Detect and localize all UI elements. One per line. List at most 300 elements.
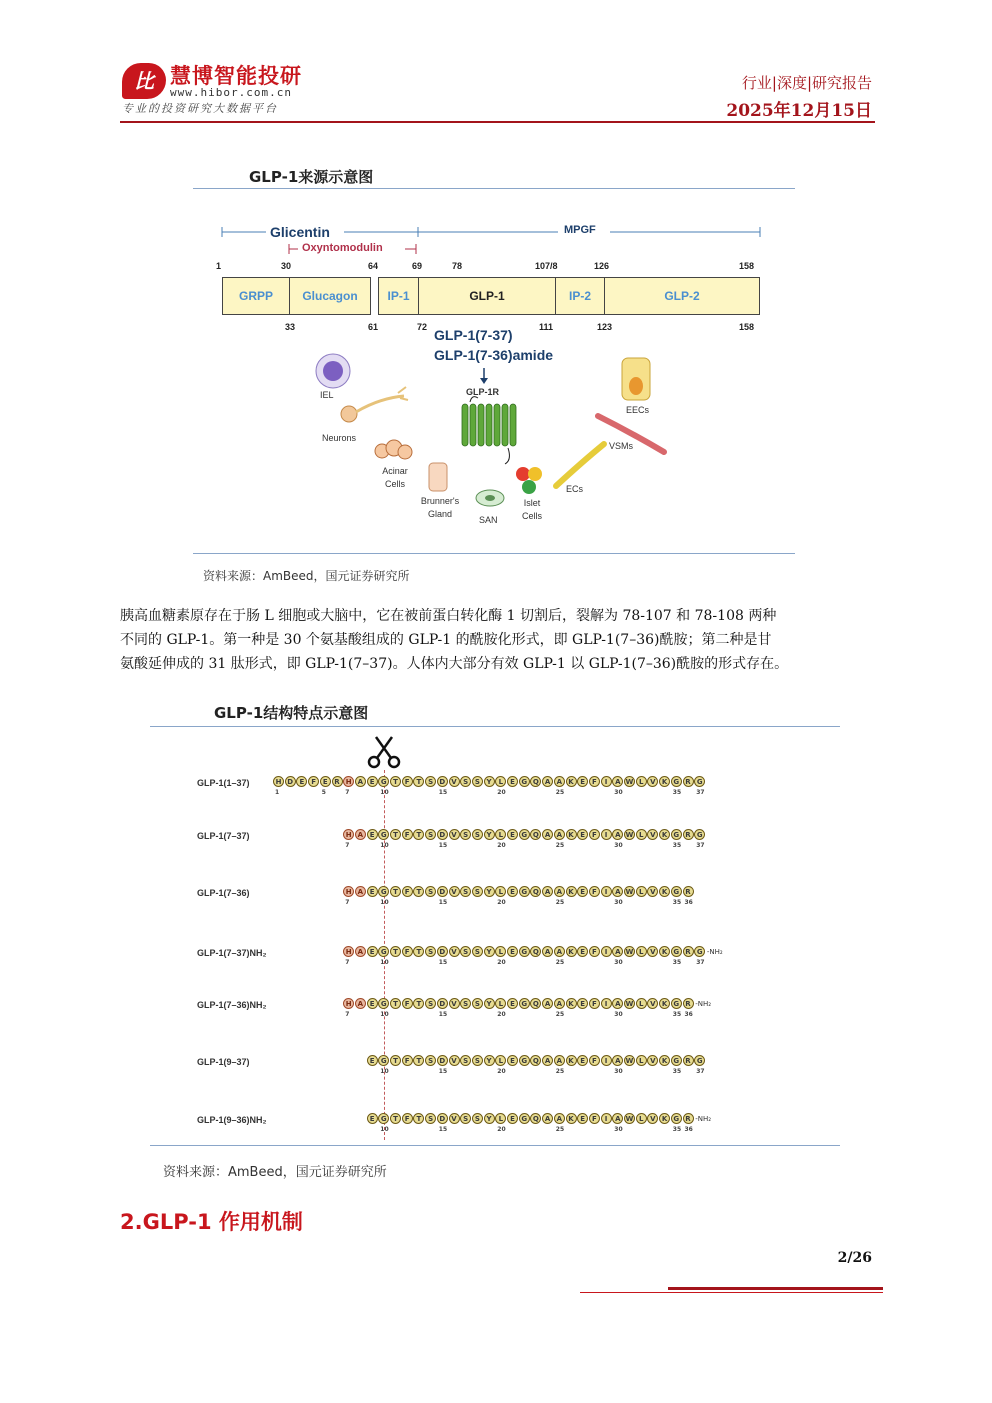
residue-number: 1 bbox=[275, 789, 280, 796]
amino-acid-bead: G bbox=[671, 829, 682, 840]
amino-acid-bead: L bbox=[495, 829, 506, 840]
amino-acid-bead: A bbox=[554, 1113, 565, 1124]
residue-number: 25 bbox=[555, 1011, 565, 1018]
receptor-label: GLP-1R bbox=[466, 387, 500, 397]
amino-acid-bead: G bbox=[671, 886, 682, 897]
amino-acid-bead: Y bbox=[484, 946, 495, 957]
amino-acid-bead: G bbox=[519, 776, 530, 787]
residue-number: 35 bbox=[672, 1126, 682, 1133]
residue-number: 37 bbox=[696, 959, 705, 966]
cell-label-islet: Islet Cells bbox=[521, 498, 542, 521]
glicentin-label: Glicentin bbox=[270, 224, 330, 240]
amino-acid-bead: A bbox=[554, 998, 565, 1009]
top-number: 107/8 bbox=[535, 261, 558, 271]
amino-acid-bead: G bbox=[671, 946, 682, 957]
amino-acid-bead: D bbox=[437, 1055, 448, 1066]
amino-acid-bead: H bbox=[343, 829, 354, 840]
amino-acid-bead: K bbox=[566, 1055, 577, 1066]
amino-acid-bead: K bbox=[566, 1113, 577, 1124]
amino-acid-bead: E bbox=[507, 886, 518, 897]
amino-acid-bead: E bbox=[367, 998, 378, 1009]
amino-acid-bead: D bbox=[437, 776, 448, 787]
amino-acid-bead: W bbox=[625, 888, 634, 896]
amino-acid-bead: S bbox=[425, 776, 436, 787]
residue-number: 15 bbox=[438, 789, 448, 796]
amino-acid-bead: G bbox=[378, 886, 389, 897]
amino-acid-bead: F bbox=[402, 776, 413, 787]
amino-acid-bead: E bbox=[577, 829, 588, 840]
amino-acid-bead: A bbox=[355, 829, 366, 840]
amino-acid-bead: H bbox=[343, 998, 354, 1009]
residue-number: 25 bbox=[555, 899, 565, 906]
amino-acid-bead: G bbox=[519, 1113, 530, 1124]
bottom-number: 123 bbox=[597, 322, 613, 332]
amino-acid-bead: A bbox=[612, 1055, 623, 1066]
amino-acid-bead: F bbox=[589, 946, 600, 957]
paragraph-line: 胰高血糖素原存在于肠 L 细胞或大脑中，它在被前蛋白转化酶 1 切割后，裂解为 78-107 和 78-108 两种 bbox=[120, 608, 777, 624]
figure1-illustration bbox=[0, 0, 992, 560]
amino-acid-bead: E bbox=[577, 1055, 588, 1066]
paragraph-line: 不同的 GLP-1。第一种是 30 个氨基酸组成的 GLP-1 的酰胺化形式，即 GLP-1(7–36)酰胺；第二种是甘 bbox=[120, 632, 772, 648]
amino-acid-bead: S bbox=[472, 1113, 483, 1124]
amino-acid-bead: K bbox=[566, 886, 577, 897]
residue-number: 15 bbox=[438, 1068, 448, 1075]
residue-number: 15 bbox=[438, 842, 448, 849]
amino-acid-bead: R bbox=[683, 946, 694, 957]
residue-number: 20 bbox=[497, 899, 506, 906]
amino-acid-bead: A bbox=[355, 946, 366, 957]
amino-acid-bead: V bbox=[647, 998, 658, 1009]
amino-acid-bead: T bbox=[413, 829, 424, 840]
amino-acid-bead: S bbox=[425, 886, 436, 897]
amino-acid-bead: F bbox=[589, 829, 600, 840]
amino-acid-bead: Q bbox=[530, 998, 541, 1009]
amino-acid-bead: H bbox=[273, 776, 284, 787]
amino-acid-bead: I bbox=[601, 776, 612, 787]
residue-number: 30 bbox=[614, 789, 623, 796]
amino-acid-bead: K bbox=[659, 998, 670, 1009]
residue-number: 30 bbox=[614, 899, 623, 906]
amino-acid-bead: E bbox=[577, 998, 588, 1009]
amino-acid-bead: G bbox=[378, 946, 389, 957]
amino-acid-bead: Q bbox=[530, 776, 541, 787]
amino-acid-bead: L bbox=[636, 1113, 647, 1124]
segment-ip2: IP-2 bbox=[555, 277, 605, 315]
amino-acid-bead: F bbox=[589, 998, 600, 1009]
residue-number: 10 bbox=[380, 959, 389, 966]
residue-number: 7 bbox=[345, 789, 350, 796]
amino-acid-bead: E bbox=[577, 946, 588, 957]
amino-acid-bead: W bbox=[625, 1115, 634, 1123]
amino-acid-bead: T bbox=[413, 1113, 424, 1124]
segment-grpp: GRPP bbox=[222, 277, 290, 315]
amino-acid-bead: K bbox=[659, 886, 670, 897]
amino-acid-bead: F bbox=[589, 886, 600, 897]
amino-acid-bead: F bbox=[402, 1113, 413, 1124]
residue-number: 20 bbox=[497, 842, 506, 849]
amino-acid-bead: I bbox=[601, 946, 612, 957]
residue-number: 37 bbox=[696, 1068, 705, 1075]
amino-acid-bead: S bbox=[460, 829, 471, 840]
top-number: 126 bbox=[594, 261, 610, 271]
residue-number: 36 bbox=[684, 1126, 693, 1133]
amino-acid-bead: V bbox=[647, 946, 658, 957]
amino-acid-bead: A bbox=[554, 829, 565, 840]
amino-acid-bead: I bbox=[601, 1113, 612, 1124]
amino-acid-bead: A bbox=[542, 776, 553, 787]
residue-number: 15 bbox=[438, 959, 448, 966]
peptide-label: GLP-1(1–37) bbox=[197, 778, 250, 788]
amino-acid-bead: D bbox=[437, 1113, 448, 1124]
amino-acid-bead: A bbox=[542, 1055, 553, 1066]
residue-number: 30 bbox=[614, 1068, 623, 1075]
amino-acid-bead: A bbox=[355, 886, 366, 897]
amino-acid-bead: T bbox=[390, 1055, 401, 1066]
oxyntomodulin-label: Oxyntomodulin bbox=[302, 242, 383, 254]
peptide-label: GLP-1(7–36)NH₂ bbox=[197, 1000, 267, 1010]
scissors-icon bbox=[366, 734, 402, 770]
amino-acid-bead: H bbox=[343, 886, 354, 897]
residue-number: 7 bbox=[345, 1011, 350, 1018]
amino-acid-bead: T bbox=[390, 946, 401, 957]
footer-rule-thin bbox=[580, 1292, 883, 1293]
amino-acid-bead: G bbox=[694, 776, 705, 787]
amino-acid-bead: G bbox=[378, 776, 389, 787]
amino-acid-bead: L bbox=[495, 1055, 506, 1066]
mpgf-label: MPGF bbox=[564, 224, 596, 236]
residue-number: 20 bbox=[497, 1126, 506, 1133]
residue-number: 25 bbox=[555, 1068, 565, 1075]
amino-acid-bead: A bbox=[355, 776, 366, 787]
amino-acid-bead: S bbox=[460, 998, 471, 1009]
amino-acid-bead: F bbox=[402, 829, 413, 840]
amino-acid-bead: A bbox=[612, 886, 623, 897]
amino-acid-bead: K bbox=[566, 998, 577, 1009]
amino-acid-bead: K bbox=[659, 946, 670, 957]
figure2-title: GLP-1结构特点示意图 bbox=[214, 704, 369, 722]
top-number: 158 bbox=[739, 261, 755, 271]
amino-acid-bead: G bbox=[378, 829, 389, 840]
peptide-label: GLP-1(7–37) bbox=[197, 831, 250, 841]
amino-acid-bead: F bbox=[402, 998, 413, 1009]
amino-acid-bead: G bbox=[378, 1055, 389, 1066]
amino-acid-bead: L bbox=[636, 829, 647, 840]
residue-number: 35 bbox=[672, 1068, 682, 1075]
residue-number: 20 bbox=[497, 1068, 506, 1075]
residue-number: 10 bbox=[380, 789, 389, 796]
report-type: 行业|深度|研究报告 bbox=[741, 74, 872, 92]
amino-acid-bead: A bbox=[612, 776, 623, 787]
amino-acid-bead: T bbox=[390, 776, 401, 787]
amino-acid-bead: A bbox=[612, 829, 623, 840]
amino-acid-bead: V bbox=[647, 776, 658, 787]
amino-acid-bead: K bbox=[566, 776, 577, 787]
amino-acid-bead: K bbox=[566, 829, 577, 840]
amino-acid-bead: E bbox=[367, 776, 378, 787]
cell-label-acinar: Acinar Cells bbox=[382, 466, 408, 489]
amino-acid-bead: T bbox=[390, 829, 401, 840]
amino-acid-bead: E bbox=[577, 886, 588, 897]
cell-label-vsms: VSMs bbox=[609, 441, 634, 451]
amino-acid-bead: G bbox=[694, 1055, 705, 1066]
amino-acid-bead: T bbox=[390, 998, 401, 1009]
amino-acid-bead: L bbox=[636, 886, 647, 897]
top-number: 30 bbox=[281, 261, 292, 271]
amino-acid-bead: F bbox=[402, 886, 413, 897]
bottom-number: 33 bbox=[285, 322, 296, 332]
brand-tagline: 专业的投资研究大数据平台 bbox=[122, 102, 278, 115]
amino-acid-bead: I bbox=[601, 886, 612, 897]
amino-acid-bead: D bbox=[437, 998, 448, 1009]
residue-number: 5 bbox=[321, 789, 326, 796]
amino-acid-bead: V bbox=[449, 1055, 460, 1066]
bottom-number: 61 bbox=[368, 322, 379, 332]
top-number: 69 bbox=[412, 261, 423, 271]
amino-acid-bead: G bbox=[671, 998, 682, 1009]
amino-acid-bead: Y bbox=[484, 886, 495, 897]
amino-acid-bead: S bbox=[472, 829, 483, 840]
amino-acid-bead: S bbox=[460, 1113, 471, 1124]
residue-number: 25 bbox=[555, 959, 565, 966]
amino-acid-bead: E bbox=[367, 946, 378, 957]
peptide-label: GLP-1(9–37) bbox=[197, 1057, 250, 1067]
amino-acid-bead: R bbox=[683, 829, 694, 840]
amino-acid-bead: S bbox=[425, 1113, 436, 1124]
amino-acid-bead: T bbox=[390, 886, 401, 897]
residue-number: 30 bbox=[614, 1126, 623, 1133]
amino-acid-bead: V bbox=[647, 1055, 658, 1066]
amino-acid-bead: Q bbox=[530, 1113, 541, 1124]
amino-acid-bead: H bbox=[343, 776, 354, 787]
amino-acid-bead: K bbox=[659, 1113, 670, 1124]
residue-number: 10 bbox=[380, 1011, 389, 1018]
bottom-number: 111 bbox=[539, 322, 554, 332]
amino-acid-bead: D bbox=[285, 776, 296, 787]
amino-acid-bead: G bbox=[519, 946, 530, 957]
amino-acid-bead: V bbox=[449, 946, 460, 957]
bottom-number: 72 bbox=[417, 322, 428, 332]
amino-acid-bead: E bbox=[320, 776, 331, 787]
residue-number: 35 bbox=[672, 789, 682, 796]
amino-acid-bead: Y bbox=[484, 829, 495, 840]
amino-acid-bead: W bbox=[625, 1057, 634, 1065]
bottom-number: 158 bbox=[739, 322, 755, 332]
residue-number: 10 bbox=[380, 899, 389, 906]
amino-acid-bead: K bbox=[659, 829, 670, 840]
amino-acid-bead: S bbox=[460, 946, 471, 957]
amino-acid-bead: S bbox=[425, 1055, 436, 1066]
amino-acid-bead: F bbox=[589, 1113, 600, 1124]
amino-acid-bead: Q bbox=[530, 829, 541, 840]
amino-acid-bead: S bbox=[425, 946, 436, 957]
cell-label-eecs: EECs bbox=[626, 405, 650, 415]
residue-number: 15 bbox=[438, 899, 448, 906]
residue-number: 36 bbox=[684, 1011, 693, 1018]
footer-rule-thick bbox=[668, 1287, 883, 1290]
amino-acid-bead: A bbox=[542, 946, 553, 957]
segment-glucagon: Glucagon bbox=[289, 277, 371, 315]
top-number: 64 bbox=[368, 261, 379, 271]
amino-acid-bead: S bbox=[425, 998, 436, 1009]
residue-number: 35 bbox=[672, 842, 682, 849]
amino-acid-bead: G bbox=[519, 998, 530, 1009]
residue-number: 25 bbox=[555, 1126, 565, 1133]
residue-number: 15 bbox=[438, 1011, 448, 1018]
cell-label-san: SAN bbox=[479, 515, 498, 525]
amino-acid-bead: A bbox=[612, 998, 623, 1009]
report-date: 2025年12月15日 bbox=[726, 101, 872, 121]
amino-acid-bead: E bbox=[367, 1055, 378, 1066]
amino-acid-bead: K bbox=[566, 946, 577, 957]
amino-acid-bead: G bbox=[671, 776, 682, 787]
amino-acid-bead: F bbox=[308, 776, 319, 787]
amino-acid-bead: E bbox=[367, 829, 378, 840]
amino-acid-bead: G bbox=[378, 998, 389, 1009]
amino-acid-bead: V bbox=[449, 829, 460, 840]
amino-acid-bead: L bbox=[495, 1113, 506, 1124]
residue-number: 20 bbox=[497, 959, 506, 966]
amino-acid-bead: T bbox=[413, 1055, 424, 1066]
amino-acid-bead: H bbox=[343, 946, 354, 957]
amino-acid-bead: E bbox=[367, 1113, 378, 1124]
residue-number: 10 bbox=[380, 842, 389, 849]
amino-acid-bead: G bbox=[519, 886, 530, 897]
residue-number: 7 bbox=[345, 842, 350, 849]
paragraph-line: 氨酸延伸成的 31 肽形式，即 GLP-1(7–37)。人体内大部分有效 GLP-1 以 GLP-1(7–36)酰胺的形式存在。 bbox=[120, 656, 789, 672]
amino-acid-bead: E bbox=[507, 1055, 518, 1066]
amino-acid-bead: A bbox=[542, 1113, 553, 1124]
amino-acid-bead: V bbox=[449, 1113, 460, 1124]
amino-acid-bead: A bbox=[554, 886, 565, 897]
top-number: 1 bbox=[216, 261, 222, 271]
amino-acid-bead: T bbox=[413, 776, 424, 787]
residue-number: 7 bbox=[345, 959, 350, 966]
amino-acid-bead: V bbox=[449, 776, 460, 787]
residue-number: 30 bbox=[614, 959, 623, 966]
segment-glp1: GLP-1 bbox=[418, 277, 556, 315]
amino-acid-bead: G bbox=[671, 1113, 682, 1124]
amide-terminus: -NH₂ bbox=[695, 1000, 712, 1008]
residue-number: 36 bbox=[684, 899, 693, 906]
amino-acid-bead: A bbox=[542, 829, 553, 840]
figure2-source: 资料来源：AmBeed，国元证券研究所 bbox=[163, 1165, 387, 1180]
amino-acid-bead: S bbox=[460, 776, 471, 787]
amino-acid-bead: S bbox=[460, 886, 471, 897]
peptide-label: GLP-1(9–36)NH₂ bbox=[197, 1115, 267, 1125]
amino-acid-bead: R bbox=[332, 776, 343, 787]
residue-number: 20 bbox=[497, 789, 506, 796]
amino-acid-bead: E bbox=[507, 829, 518, 840]
cell-label-ecs: ECs bbox=[566, 484, 584, 494]
amino-acid-bead: K bbox=[659, 776, 670, 787]
amino-acid-bead: V bbox=[449, 886, 460, 897]
amino-acid-bead: G bbox=[694, 946, 705, 957]
section-title: 2.GLP-1 作用机制 bbox=[120, 1210, 303, 1234]
residue-number: 37 bbox=[696, 789, 705, 796]
segment-ip1: IP-1 bbox=[378, 277, 419, 315]
amino-acid-bead: T bbox=[413, 946, 424, 957]
amino-acid-bead: R bbox=[683, 1113, 694, 1124]
amino-acid-bead: A bbox=[554, 946, 565, 957]
residue-number: 7 bbox=[345, 899, 350, 906]
amino-acid-bead: F bbox=[402, 946, 413, 957]
figure1-title: GLP-1来源示意图 bbox=[249, 168, 374, 186]
amino-acid-bead: F bbox=[589, 776, 600, 787]
amino-acid-bead: R bbox=[683, 998, 694, 1009]
page-number: 2/26 bbox=[837, 1250, 872, 1266]
amino-acid-bead: A bbox=[612, 1113, 623, 1124]
amino-acid-bead: L bbox=[495, 946, 506, 957]
amino-acid-bead: E bbox=[507, 998, 518, 1009]
amino-acid-bead: I bbox=[601, 1055, 612, 1066]
glp1-form-7-36-amide: GLP-1(7-36)amide bbox=[434, 347, 554, 363]
cell-label-neurons: Neurons bbox=[322, 433, 357, 443]
amino-acid-bead: D bbox=[437, 946, 448, 957]
amino-acid-bead: F bbox=[589, 1055, 600, 1066]
amino-acid-bead: S bbox=[472, 776, 483, 787]
amino-acid-bead: A bbox=[542, 886, 553, 897]
cell-label-iel: IEL bbox=[320, 390, 334, 400]
amino-acid-bead: T bbox=[413, 998, 424, 1009]
residue-number: 15 bbox=[438, 1126, 448, 1133]
amino-acid-bead: E bbox=[296, 776, 307, 787]
amino-acid-bead: L bbox=[636, 998, 647, 1009]
amino-acid-bead: R bbox=[683, 776, 694, 787]
segment-glp2: GLP-2 bbox=[604, 277, 760, 315]
amino-acid-bead: G bbox=[519, 1055, 530, 1066]
brand-logo-mark: 比 bbox=[122, 63, 166, 99]
amino-acid-bead: Y bbox=[484, 1113, 495, 1124]
amino-acid-bead: V bbox=[647, 1113, 658, 1124]
brand-url[interactable]: www.hibor.com.cn bbox=[170, 86, 292, 99]
amino-acid-bead: D bbox=[437, 886, 448, 897]
amino-acid-bead: Y bbox=[484, 776, 495, 787]
glp1-form-7-37: GLP-1(7-37) bbox=[434, 327, 513, 343]
amino-acid-bead: L bbox=[495, 776, 506, 787]
amino-acid-bead: G bbox=[378, 1113, 389, 1124]
amide-terminus: -NH₂ bbox=[706, 948, 723, 956]
amino-acid-bead: L bbox=[636, 946, 647, 957]
amino-acid-bead: V bbox=[449, 998, 460, 1009]
amino-acid-bead: S bbox=[460, 1055, 471, 1066]
amino-acid-bead: I bbox=[601, 829, 612, 840]
amino-acid-bead: S bbox=[472, 998, 483, 1009]
amino-acid-bead: S bbox=[472, 1055, 483, 1066]
top-number: 78 bbox=[452, 261, 463, 271]
residue-number: 35 bbox=[672, 899, 682, 906]
amino-acid-bead: W bbox=[625, 948, 634, 956]
amino-acid-bead: L bbox=[636, 1055, 647, 1066]
amino-acid-bead: Y bbox=[484, 1055, 495, 1066]
amino-acid-bead: G bbox=[519, 829, 530, 840]
residue-number: 25 bbox=[555, 789, 565, 796]
amino-acid-bead: E bbox=[577, 1113, 588, 1124]
amino-acid-bead: W bbox=[625, 1000, 634, 1008]
amino-acid-bead: L bbox=[636, 776, 647, 787]
residue-number: 10 bbox=[380, 1126, 389, 1133]
figure2-top-rule bbox=[150, 726, 840, 727]
amino-acid-bead: Q bbox=[530, 946, 541, 957]
amino-acid-bead: A bbox=[542, 998, 553, 1009]
peptide-label: GLP-1(7–37)NH₂ bbox=[197, 948, 267, 958]
amino-acid-bead: E bbox=[507, 1113, 518, 1124]
amino-acid-bead: S bbox=[425, 829, 436, 840]
figure1-source: 资料来源：AmBeed，国元证券研究所 bbox=[203, 569, 410, 583]
amino-acid-bead: R bbox=[683, 886, 694, 897]
cell-label-brunner: Brunner's Gland bbox=[420, 496, 460, 519]
amino-acid-bead: T bbox=[413, 886, 424, 897]
residue-number: 25 bbox=[555, 842, 565, 849]
